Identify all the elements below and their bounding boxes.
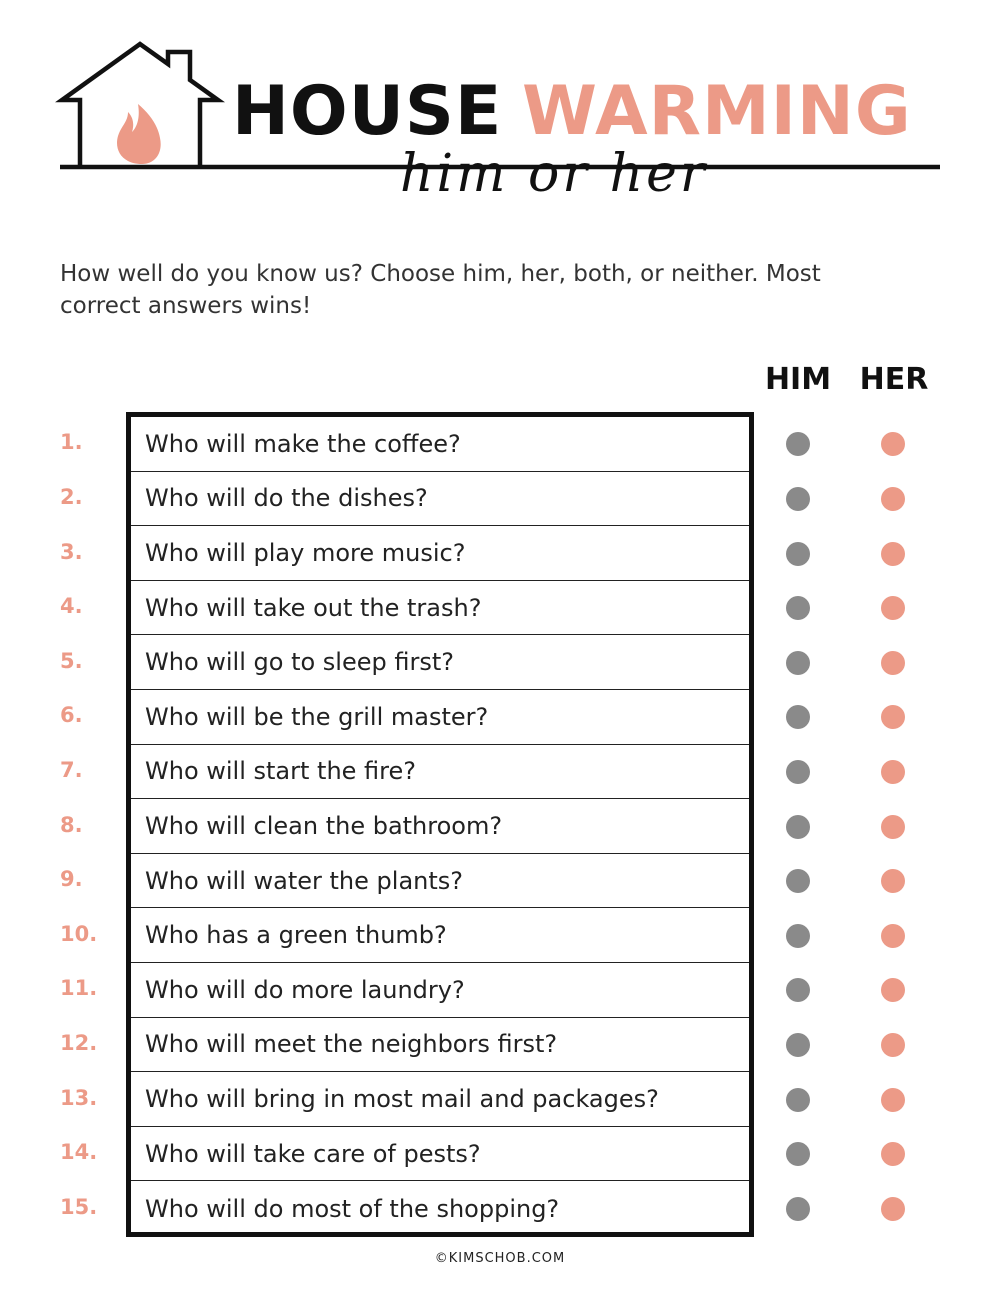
her-answer-dot[interactable]: [881, 1033, 905, 1057]
question-number: 11.: [60, 976, 98, 1001]
question-row: Who will do more laundry?: [131, 963, 749, 1018]
question-row: Who will start the fire?: [131, 745, 749, 800]
her-answer-dot[interactable]: [881, 978, 905, 1002]
subtitle-him-or-her: him or her: [400, 144, 708, 204]
her-answer-dot[interactable]: [881, 815, 905, 839]
footer-credit: ©KIMSCHOB.COM: [434, 1251, 566, 1266]
question-row: Who has a green thumb?: [131, 908, 749, 963]
her-answer-dot[interactable]: [881, 432, 905, 456]
her-answer-dot[interactable]: [881, 1197, 905, 1221]
intro-text: How well do you know us? Choose him, her, both, or neither. Most correct answers wins!: [60, 261, 821, 319]
question-number: 8.: [60, 812, 83, 837]
question-row: Who will take care of pests?: [131, 1127, 749, 1182]
title-warming: WARMING: [522, 72, 912, 151]
her-answer-dot[interactable]: [881, 487, 905, 511]
questions-table: [126, 412, 754, 1237]
him-answer-dot[interactable]: [786, 815, 810, 839]
him-answer-dot[interactable]: [786, 924, 810, 948]
question-number: 2.: [60, 484, 83, 509]
him-answer-dot[interactable]: [786, 705, 810, 729]
her-answer-dot[interactable]: [881, 705, 905, 729]
her-answer-dot[interactable]: [881, 651, 905, 675]
question-number: 3.: [60, 539, 83, 564]
flame-icon: [117, 104, 161, 164]
her-answer-dot[interactable]: [881, 1142, 905, 1166]
column-header-her: HER: [859, 362, 929, 397]
her-answer-dot[interactable]: [881, 542, 905, 566]
him-answer-dot[interactable]: [786, 978, 810, 1002]
title-house: HOUSE: [232, 72, 503, 151]
him-answer-dot[interactable]: [786, 760, 810, 784]
question-row: Who will bring in most mail and packages?: [131, 1072, 749, 1127]
question-number: 6.: [60, 703, 83, 728]
question-number: 15.: [60, 1194, 98, 1219]
question-number: 14.: [60, 1140, 98, 1165]
question-number: 10.: [60, 921, 98, 946]
him-answer-dot[interactable]: [786, 596, 810, 620]
question-row: Who will clean the bathroom?: [131, 799, 749, 854]
question-row: Who will play more music?: [131, 526, 749, 581]
her-answer-dot[interactable]: [881, 760, 905, 784]
him-answer-dot[interactable]: [786, 1088, 810, 1112]
her-answer-dot[interactable]: [881, 596, 905, 620]
question-number: 5.: [60, 648, 83, 673]
question-number: 13.: [60, 1085, 98, 1110]
question-row: Who will do most of the shopping?: [145, 1194, 560, 1223]
him-answer-dot[interactable]: [786, 432, 810, 456]
question-number: 4.: [60, 594, 83, 619]
him-answer-dot[interactable]: [786, 869, 810, 893]
question-row: Who will go to sleep first?: [131, 635, 749, 690]
question-number: 9.: [60, 867, 83, 892]
question-row: Who will make the coffee?: [131, 417, 749, 472]
her-answer-dot[interactable]: [881, 1088, 905, 1112]
her-answer-dot[interactable]: [881, 869, 905, 893]
question-row: Who will meet the neighbors first?: [131, 1018, 749, 1073]
question-row: Who will be the grill master?: [131, 690, 749, 745]
question-number: 1.: [60, 430, 83, 455]
him-answer-dot[interactable]: [786, 651, 810, 675]
him-answer-dot[interactable]: [786, 1197, 810, 1221]
question-row: Who will water the plants?: [131, 854, 749, 909]
question-row: Who will take out the trash?: [131, 581, 749, 636]
column-header-him: HIM: [764, 362, 832, 397]
question-number: 7.: [60, 757, 83, 782]
her-answer-dot[interactable]: [881, 924, 905, 948]
him-answer-dot[interactable]: [786, 542, 810, 566]
question-number: 12.: [60, 1030, 98, 1055]
him-answer-dot[interactable]: [786, 487, 810, 511]
him-answer-dot[interactable]: [786, 1142, 810, 1166]
question-row: Who will do the dishes?: [131, 472, 749, 527]
him-answer-dot[interactable]: [786, 1033, 810, 1057]
